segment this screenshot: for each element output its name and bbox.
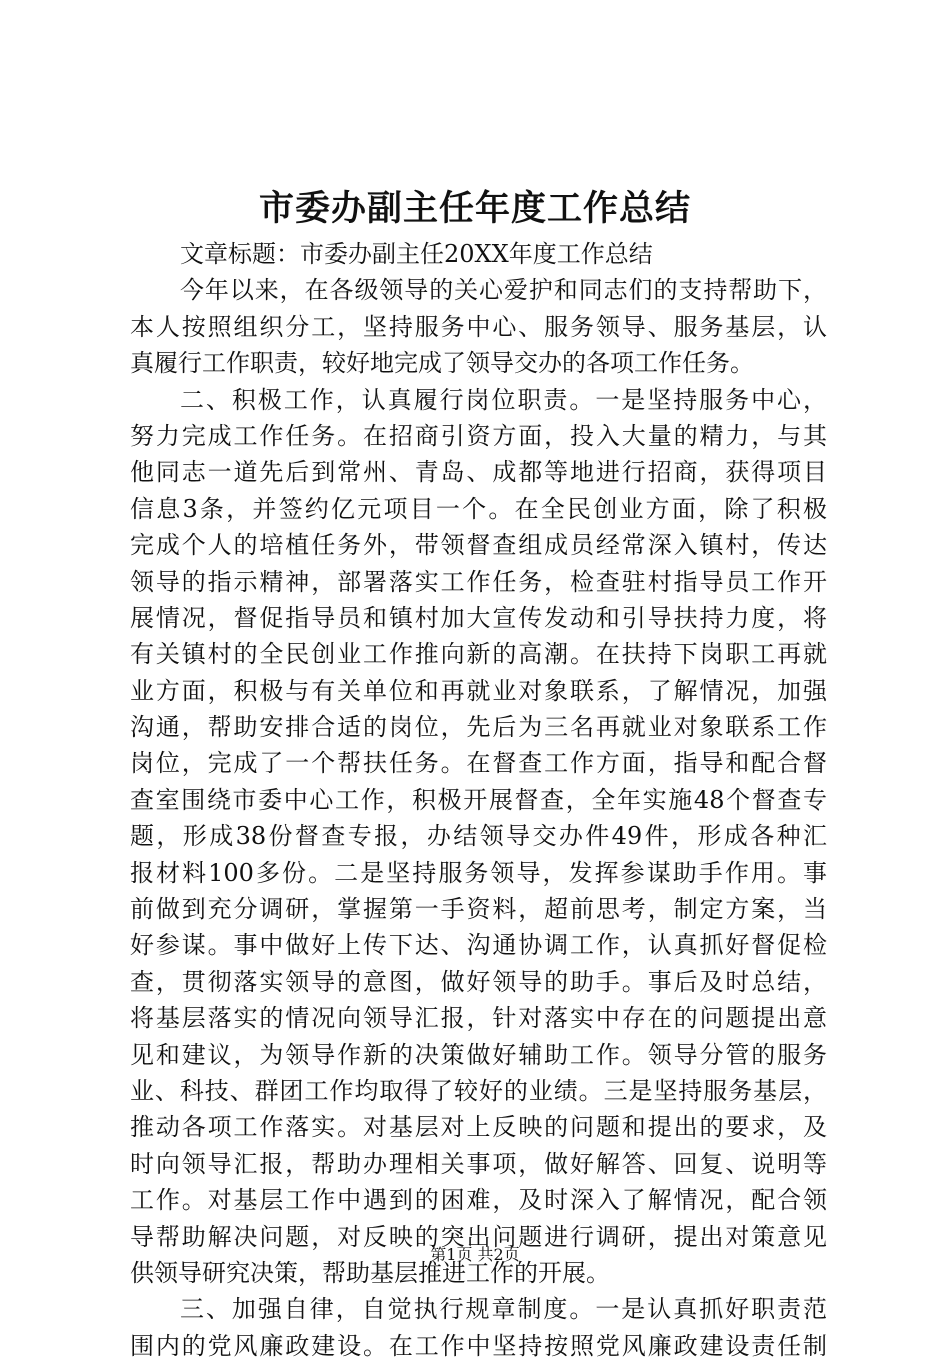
paragraph-line: 本人按照组织分工，坚持服务中心、服务领导、服务基层，认 — [130, 312, 827, 341]
paragraph-line: 工作。对基层工作中遇到的困难，及时深入了解情况，配合领 — [130, 1186, 827, 1215]
paragraph-line: 将基层落实的情况向领导汇报，针对落实中存在的问题提出意 — [130, 1004, 827, 1033]
paragraph-line: 三、加强自律，自觉执行规章制度。一是认真抓好职责范 — [180, 1295, 827, 1324]
paragraph-line: 信息3条，并签约亿元项目一个。在全民创业方面，除了积极 — [130, 494, 827, 523]
paragraph-line: 业方面，积极与有关单位和再就业对象联系，了解情况，加强 — [130, 676, 827, 705]
paragraph-line: 时向领导汇报，帮助办理相关事项，做好解答、回复、说明等 — [130, 1149, 827, 1178]
page-number-footer: 第1页 共2页 — [430, 1245, 520, 1264]
paragraph-line: 围内的党风廉政建设。在工作中坚持按照党风廉政建设责任制 — [130, 1331, 827, 1360]
paragraph-line: 推动各项工作落实。对基层对上反映的问题和提出的要求，及 — [130, 1113, 827, 1142]
document-title: 市委办副主任年度工作总结 — [258, 188, 691, 229]
paragraph-line: 真履行工作职责，较好地完成了领导交办的各项工作任务。 — [130, 349, 754, 378]
paragraph-line: 供领导研究决策，帮助基层推进工作的开展。 — [130, 1258, 610, 1287]
document-body — [130, 236, 827, 1364]
paragraph-line: 题，形成38份督查专报，办结领导交办件49件，形成各种汇 — [130, 822, 827, 851]
paragraph-line: 导帮助解决问题，对反映的突出问题进行调研，提出对策意见 — [130, 1222, 827, 1251]
paragraph-line: 今年以来，在各级领导的关心爱护和同志们的支持帮助下， — [180, 276, 827, 305]
paragraph-line: 二、积极工作，认真履行岗位职责。一是坚持服务中心， — [180, 385, 827, 414]
paragraph-line: 努力完成工作任务。在招商引资方面，投入大量的精力，与其 — [130, 421, 827, 450]
paragraph-line: 好参谋。事中做好上传下达、沟通协调工作，认真抓好督促检 — [130, 931, 827, 960]
paragraph-line: 见和建议，为领导作新的决策做好辅助工作。领导分管的服务 — [130, 1040, 827, 1069]
paragraph-line: 完成个人的培植任务外，带领督查组成员经常深入镇村，传达 — [130, 531, 827, 560]
paragraph-line: 展情况，督促指导员和镇村加大宣传发动和引导扶持力度，将 — [130, 603, 827, 632]
paragraph-line: 业、科技、群团工作均取得了较好的业绩。三是坚持服务基层， — [130, 1076, 827, 1105]
paragraph-line: 查室围绕市委中心工作，积极开展督查，全年实施48个督查专 — [130, 785, 827, 814]
article-title-line: 文章标题：市委办副主任20XX年度工作总结 — [180, 240, 653, 268]
paragraph-line: 领导的指示精神，部署落实工作任务，检查驻村指导员工作开 — [130, 567, 827, 596]
paragraph-line: 查，贯彻落实领导的意图，做好领导的助手。事后及时总结， — [130, 967, 827, 996]
paragraph-line: 岗位，完成了一个帮扶任务。在督查工作方面，指导和配合督 — [130, 749, 827, 778]
paragraph-line: 有关镇村的全民创业工作推向新的高潮。在扶持下岗职工再就 — [130, 640, 827, 669]
paragraph-line: 沟通，帮助安排合适的岗位，先后为三名再就业对象联系工作 — [130, 713, 827, 742]
paragraph-line: 他同志一道先后到常州、青岛、成都等地进行招商，获得项目 — [130, 458, 827, 487]
paragraph-line: 报材料100多份。二是坚持服务领导，发挥参谋助手作用。事 — [130, 858, 827, 887]
paragraph-line: 前做到充分调研，掌握第一手资料，超前思考，制定方案，当 — [130, 895, 827, 924]
